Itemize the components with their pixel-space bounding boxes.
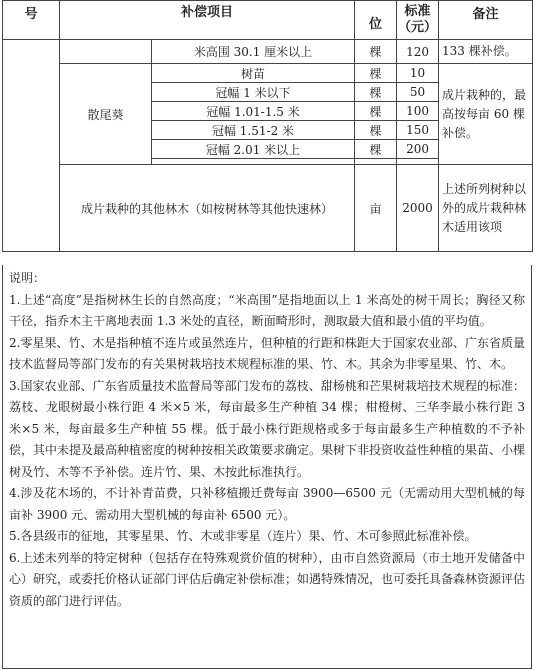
unit-cell: 棵 bbox=[355, 121, 397, 140]
note-4: 4.涉及花木场的，不计补青苗费，只补移植搬迁费每亩 3900—6500 元（无需动用大型机械的每亩补 3900 元、需动用大型机械的每亩补 6500 元）。 bbox=[9, 486, 525, 522]
standard-cell: 100 bbox=[397, 102, 439, 121]
header-no: 号 bbox=[3, 1, 60, 40]
table-row bbox=[3, 64, 533, 83]
header-standard bbox=[397, 1, 439, 40]
table-row bbox=[3, 165, 533, 252]
note-3: 3.国家农业部、广东省质量技术监督局等部门发布的荔枝、甜杨桃和芒果树栽培技术规程的标准：荔枝、龙眼树最小株行距 4 米×5 米，每亩最多生产种植 34 棵；柑橙树、三华李最小株行距 3 米×5 米，每亩最多生产种植 55 棵。低于最小株行距规格或多于每亩最多生产种植数的不予补偿，其中未提及最高种植密度的树种按相关政策要求确定。果树下非投资收益性种植的果苗、小棵树及竹、木等不予补偿。连片竹、果、木按此标准执行。 bbox=[9, 378, 526, 479]
remark-cell: 133 棵补偿。 bbox=[439, 40, 533, 64]
item-cell-wide: 成片栽种的其他林木（如桉树林等其他快速林） bbox=[60, 165, 355, 252]
note-1: 1.上述“高度”是指树林生长的自然高度；“米高围”是指地面以上 1 米高处的树干周长；胸径又称干径，指乔木主干离地表面 1.3 米处的直径，断面畸形时，测取最大值和最小值的平均值。 bbox=[9, 292, 525, 328]
unit-cell: 棵 bbox=[355, 102, 397, 121]
header-remark: 备注 bbox=[439, 1, 533, 40]
no-cell bbox=[3, 40, 60, 252]
compensation-table bbox=[2, 0, 533, 252]
remark-group-cell: 成片栽种的，最高按每亩 60 棵补偿。 bbox=[439, 64, 533, 165]
notes-section bbox=[2, 265, 532, 669]
standard-cell: 10 bbox=[397, 64, 439, 83]
unit-cell: 棵 bbox=[355, 83, 397, 102]
table-row bbox=[3, 40, 533, 64]
item-cell: 冠幅 2.01 米以上 bbox=[152, 140, 355, 159]
note-6: 6.上述未列举的特定树种（包括存在特殊观赏价值的树种），由市自然资源局（市土地开发储备中心）研究，或委托价格认证部门评估后确定补偿标准；如遇特殊情况，也可委托具备森林资源评估资质的部门进行评估。 bbox=[9, 550, 526, 608]
standard-cell: 200 bbox=[397, 140, 439, 159]
item-cell: 树苗 bbox=[152, 64, 355, 83]
unit-cell: 棵 bbox=[355, 40, 397, 64]
header-unit: 位 bbox=[355, 1, 397, 40]
unit-cell: 亩 bbox=[355, 165, 397, 252]
unit-cell: 棵 bbox=[355, 64, 397, 83]
note-2: 2.零星果、竹、木是指种植不连片或虽然连片，但种植的行距和株距大于国家农业部、广东省质量技术监督局等部门发布的有关果树栽培技术规程标准的果、竹、木。其余为非零星果、竹、木。 bbox=[9, 335, 525, 371]
item-cell: 米高围 30.1 厘米以上 bbox=[152, 40, 355, 64]
remark-cell: 上述所列树种以外的成片栽种林木适用该项 bbox=[439, 165, 533, 252]
category-cell-blank bbox=[60, 40, 152, 64]
category-cell: 散尾葵 bbox=[60, 64, 152, 165]
header-item: 补偿项目 bbox=[60, 1, 355, 40]
table-header-row bbox=[3, 1, 533, 40]
item-cell: 冠幅 1.51-2 米 bbox=[152, 121, 355, 140]
note-5: 5.各县级市的征地，其零星果、竹、木或非零星（连片）果、竹、木可参照此标准补偿。 bbox=[9, 529, 477, 543]
standard-cell: 50 bbox=[397, 83, 439, 102]
standard-cell: 120 bbox=[397, 40, 439, 64]
standard-cell: 150 bbox=[397, 121, 439, 140]
header-standard-line2: （元） bbox=[398, 20, 438, 35]
item-cell: 冠幅 1 米以下 bbox=[152, 83, 355, 102]
unit-cell: 棵 bbox=[355, 140, 397, 159]
standard-cell: 2000 bbox=[397, 165, 439, 252]
notes-title: 说明： bbox=[9, 271, 46, 285]
item-cell: 冠幅 1.01-1.5 米 bbox=[152, 102, 355, 121]
header-standard-line1: 标准 bbox=[404, 4, 431, 19]
